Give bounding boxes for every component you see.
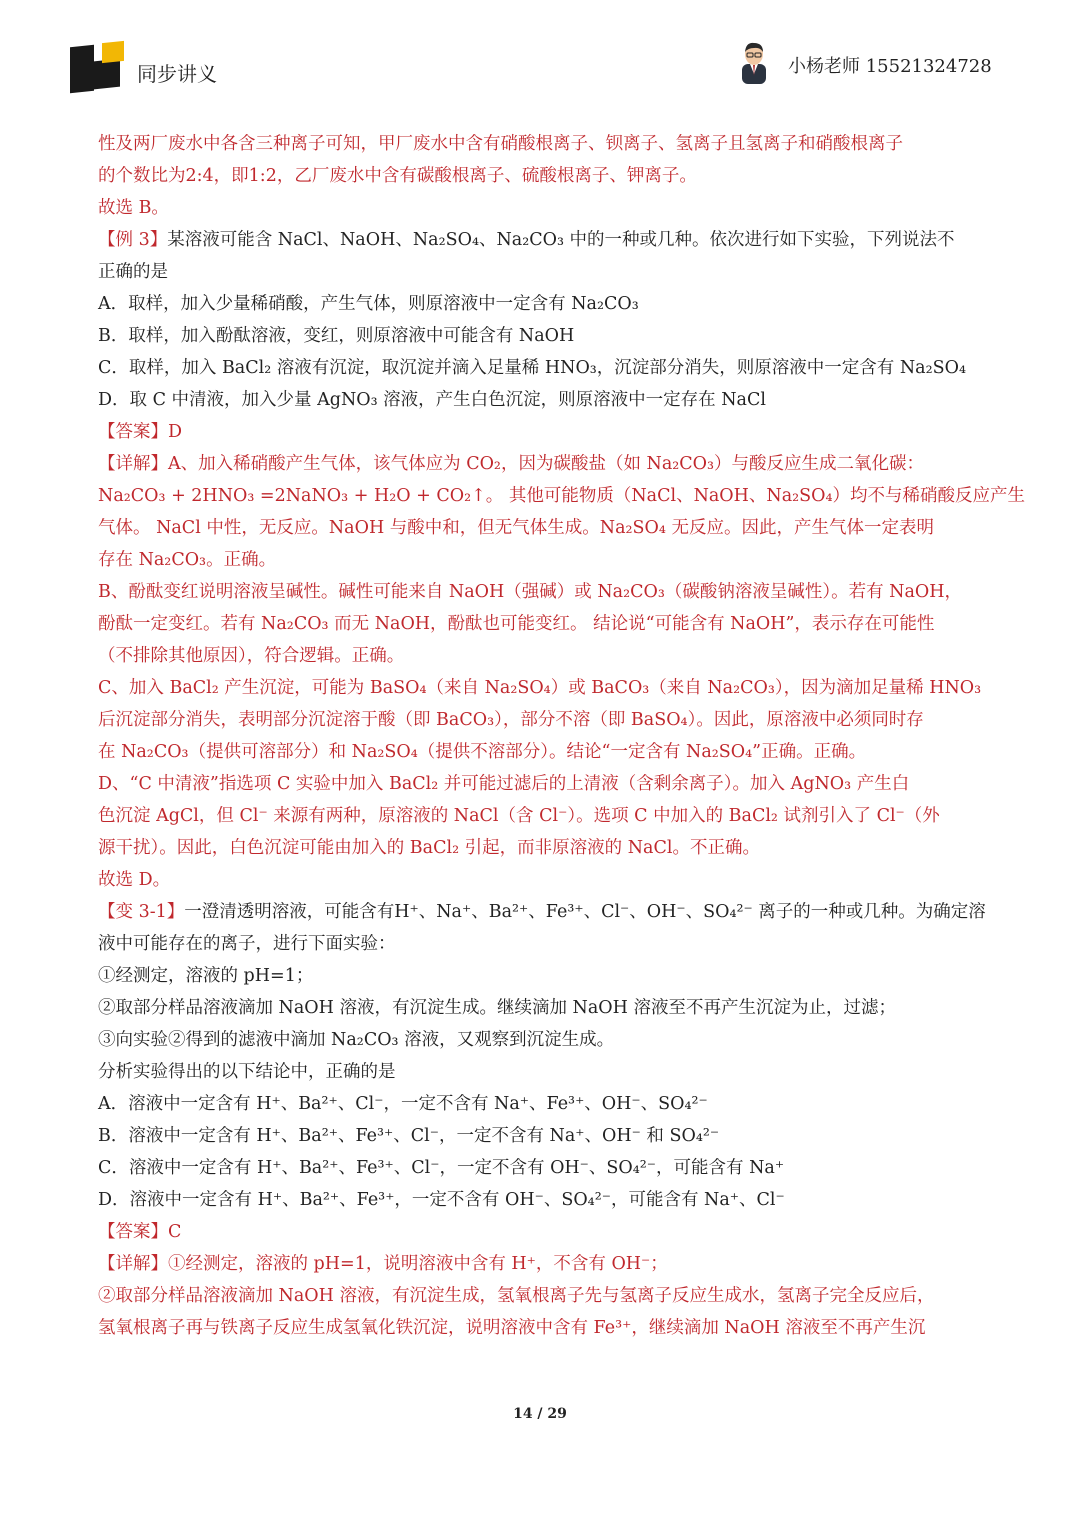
- text-line: [98, 256, 986, 288]
- line-text: 【答案】D: [98, 422, 183, 442]
- line-text: 一澄清透明溶液，可能含有H⁺、Na⁺、Ba²⁺、Fe³⁺、Cl⁻、OH⁻、SO₄²⁻ 离子的一种或几种。为确定溶: [184, 902, 986, 922]
- text-line: [98, 192, 986, 224]
- text-line: [98, 608, 986, 640]
- teacher-contact: 小杨老师 15521324728: [788, 56, 992, 77]
- line-text: A．溶液中一定含有 H⁺、Ba²⁺、Cl⁻，一定不含有 Na⁺、Fe³⁺、OH⁻、SO₄²⁻: [98, 1094, 708, 1114]
- text-line: [98, 1088, 986, 1120]
- text-line: [98, 768, 986, 800]
- line-text: D．取 C 中清液，加入少量 AgNO₃ 溶液，产生白色沉淀，则原溶液中一定存在 NaCl: [98, 390, 766, 410]
- line-text: 存在 Na₂CO₃。正确。: [98, 550, 277, 570]
- line-text: 氢氧根离子再与铁离子反应生成氢氧化铁沉淀，说明溶液中含有 Fe³⁺，继续滴加 NaOH 溶液至不再产生沉: [98, 1318, 926, 1338]
- line-text: D、“C 中清液”指选项 C 实验中加入 BaCl₂ 并可能过滤后的上清液（含剩余离子）。加入 AgNO₃ 产生白: [98, 774, 910, 794]
- text-line: [98, 320, 986, 352]
- text-line: [98, 832, 986, 864]
- line-text: 的个数比为2:4，即1:2，乙厂废水中含有碳酸根离子、硫酸根离子、钾离子。: [98, 166, 697, 186]
- line-text: 源干扰）。因此，白色沉淀可能由加入的 BaCl₂ 引起，而非原溶液的 NaCl。不正确。: [98, 838, 760, 858]
- line-text: 性及两厂废水中各含三种离子可知，甲厂废水中含有硝酸根离子、钡离子、氢离子且氢离子和硝酸根离子: [98, 134, 903, 154]
- text-line: [98, 1152, 986, 1184]
- line-text: 酚酞一定变红。若有 Na₂CO₃ 而无 NaOH，酚酞也可能变红。 结论说“可能含有 NaOH”，表示存在可能性: [98, 614, 935, 634]
- text-line: [98, 1120, 986, 1152]
- line-text: 气体。 NaCl 中性，无反应。NaOH 与酸中和，但无气体生成。Na₂SO₄ 无反应。因此，产生气体一定表明: [98, 518, 934, 538]
- text-line: [98, 1312, 986, 1344]
- line-text: 分析实验得出的以下结论中，正确的是: [98, 1062, 396, 1082]
- text-line: [98, 416, 986, 448]
- text-line: [98, 512, 986, 544]
- line-text: ②取部分样品溶液滴加 NaOH 溶液，有沉淀生成。继续滴加 NaOH 溶液至不再产生沉淀为止，过滤；: [98, 998, 896, 1018]
- text-line: [98, 448, 986, 480]
- line-text: D．溶液中一定含有 H⁺、Ba²⁺、Fe³⁺，一定不含有 OH⁻、SO₄²⁻，可能含有 Na⁺、Cl⁻: [98, 1190, 785, 1210]
- page-number: 14 / 29: [513, 1406, 567, 1422]
- line-text: ③向实验②得到的滤液中滴加 Na₂CO₃ 溶液，又观察到沉淀生成。: [98, 1030, 615, 1050]
- line-text: A．取样，加入少量稀硝酸，产生气体，则原溶液中一定含有 Na₂CO₃: [98, 294, 639, 314]
- line-text: B、酚酞变红说明溶液呈碱性。碱性可能来自 NaOH（强碱）或 Na₂CO₃（碳酸钠溶液呈碱性）。若有 NaOH，: [98, 582, 963, 602]
- text-line: [98, 672, 986, 704]
- text-line: [98, 640, 986, 672]
- line-text: C、加入 BaCl₂ 产生沉淀，可能为 BaSO₄（来自 Na₂SO₄）或 BaCO₃（来自 Na₂CO₃），因为滴加足量稀 HNO₃: [98, 678, 982, 698]
- text-line: [98, 864, 986, 896]
- text-line: [98, 960, 986, 992]
- text-line: [98, 736, 986, 768]
- line-text: B．取样，加入酚酞溶液，变红，则原溶液中可能含有 NaOH: [98, 326, 575, 346]
- text-line: [98, 224, 986, 256]
- page-header: [0, 0, 1080, 110]
- text-line: [98, 1248, 986, 1280]
- line-text: 【详解】A、加入稀硝酸产生气体，该气体应为 CO₂，因为碳酸盐（如 Na₂CO₃）与酸反应生成二氧化碳：: [98, 454, 925, 474]
- logo-icon: [70, 42, 126, 94]
- line-text: 【答案】C: [98, 1222, 182, 1242]
- question-label: 【变 3-1】: [98, 902, 185, 922]
- question-label: 【例 3】: [98, 230, 168, 250]
- teacher-avatar-icon: [736, 40, 772, 84]
- text-line: [98, 160, 986, 192]
- text-line: [98, 128, 986, 160]
- line-text: ①经测定，溶液的 pH=1；: [98, 966, 314, 986]
- line-text: 正确的是: [98, 262, 168, 282]
- text-line: [98, 576, 986, 608]
- document-body: [98, 128, 1026, 1344]
- line-text: 液中可能存在的离子，进行下面实验：: [98, 934, 396, 954]
- text-line: [98, 896, 986, 928]
- line-text: 某溶液可能含 NaCl、NaOH、Na₂SO₄、Na₂CO₃ 中的一种或几种。依次进行如下实验，下列说法不: [167, 230, 955, 250]
- text-line: [98, 800, 986, 832]
- text-line: [98, 288, 986, 320]
- line-text: Na₂CO₃ + 2HNO₃ =2NaNO₃ + H₂O + CO₂↑。 其他可能物质（NaCl、NaOH、Na₂SO₄）均不与稀硝酸反应产生: [98, 486, 1026, 506]
- line-text: 色沉淀 AgCl，但 Cl⁻ 来源有两种，原溶液的 NaCl（含 Cl⁻）。选项 C 中加入的 BaCl₂ 试剂引入了 Cl⁻（外: [98, 806, 940, 826]
- text-line: [98, 1216, 986, 1248]
- text-line: [98, 1280, 986, 1312]
- text-line: [98, 992, 986, 1024]
- line-text: 在 Na₂CO₃（提供可溶部分）和 Na₂SO₄（提供不溶部分）。结论“一定含有 Na₂SO₄”正确。正确。: [98, 742, 867, 762]
- line-text: 后沉淀部分消失，表明部分沉淀溶于酸（即 BaCO₃），部分不溶（即 BaSO₄）。因此，原溶液中必须同时存: [98, 710, 924, 730]
- line-text: C．取样，加入 BaCl₂ 溶液有沉淀，取沉淀并滴入足量稀 HNO₃，沉淀部分消失，则原溶液中一定含有 Na₂SO₄: [98, 358, 966, 378]
- text-line: [98, 1056, 986, 1088]
- text-line: [98, 352, 986, 384]
- brand-title: 同步讲义: [137, 62, 217, 86]
- line-text: C．溶液中一定含有 H⁺、Ba²⁺、Fe³⁺、Cl⁻，一定不含有 OH⁻、SO₄²⁻，可能含有 Na⁺: [98, 1158, 785, 1178]
- text-line: [98, 544, 986, 576]
- line-text: 故选 D。: [98, 870, 171, 890]
- line-text: ②取部分样品溶液滴加 NaOH 溶液，有沉淀生成，氢氧根离子先与氢离子反应生成水，氢离子完全反应后，: [98, 1286, 935, 1306]
- text-line: [98, 928, 986, 960]
- text-line: [98, 480, 1026, 512]
- text-line: [98, 1024, 986, 1056]
- line-text: 【详解】①经测定，溶液的 pH=1，说明溶液中含有 H⁺，不含有 OH⁻；: [98, 1254, 668, 1274]
- line-text: 故选 B。: [98, 198, 169, 218]
- text-line: [98, 1184, 986, 1216]
- text-line: [98, 384, 986, 416]
- text-line: [98, 704, 986, 736]
- line-text: （不排除其他原因），符合逻辑。正确。: [98, 646, 405, 666]
- line-text: B．溶液中一定含有 H⁺、Ba²⁺、Fe³⁺、Cl⁻，一定不含有 Na⁺、OH⁻ 和 SO₄²⁻: [98, 1126, 720, 1146]
